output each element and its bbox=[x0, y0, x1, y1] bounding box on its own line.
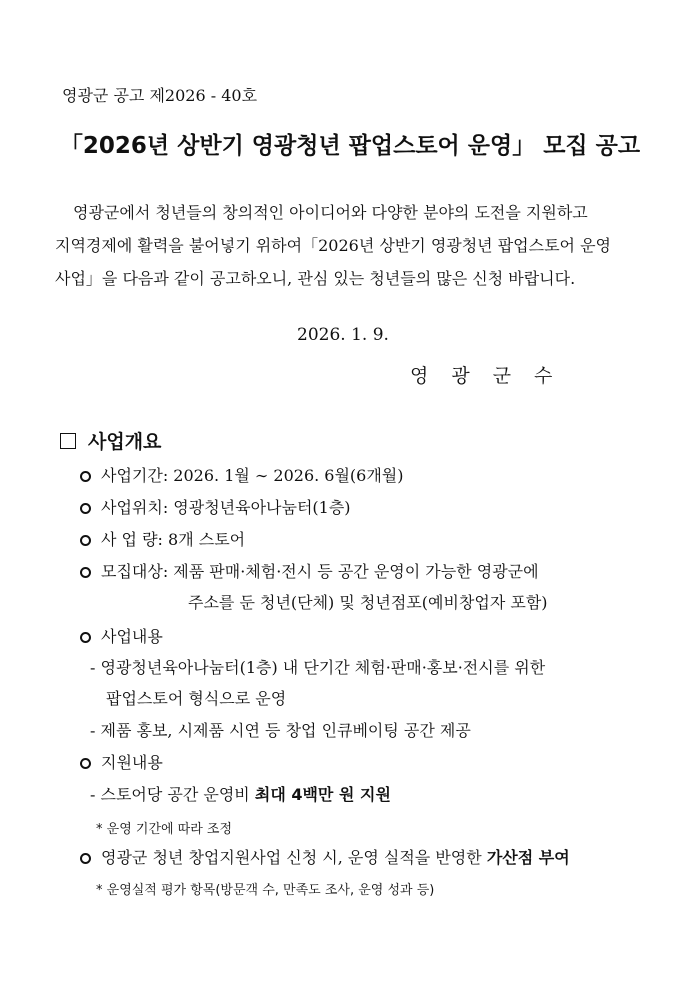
circle-bullet-icon bbox=[80, 758, 91, 769]
item-location-text: 사업위치: 영광청년육아나눔터(1층) bbox=[101, 498, 351, 517]
intro-paragraph bbox=[55, 196, 655, 295]
item-support-label: 지원내용 bbox=[101, 753, 163, 772]
item-bonus-highlight: 가산점 부여 bbox=[486, 848, 570, 867]
item-amount bbox=[80, 527, 245, 550]
bonus-note: * 운영실적 평가 항목(방문객 수, 만족도 조사, 운영 성과 등) bbox=[96, 883, 435, 898]
circle-bullet-icon bbox=[80, 471, 91, 482]
item-bonus-text: 영광군 청년 창업지원사업 신청 시, 운영 실적을 반영한 bbox=[101, 848, 487, 867]
content-detail-2: - 제품 홍보, 시제품 시연 등 창업 인큐베이팅 공간 제공 bbox=[90, 721, 471, 740]
intro-line-1: 영광군에서 청년들의 창의적인 아이디어와 다양한 분야의 도전을 지원하고 bbox=[73, 203, 588, 222]
item-period bbox=[80, 463, 404, 486]
notice-number: 영광군 공고 제2026 - 40호 bbox=[62, 86, 258, 105]
circle-bullet-icon bbox=[80, 632, 91, 643]
item-bonus bbox=[80, 845, 570, 868]
support-note: * 운영 기간에 따라 조정 bbox=[96, 822, 233, 837]
circle-bullet-icon bbox=[80, 853, 91, 864]
intro-line-2: 지역경제에 활력을 불어넣기 위하여「2026년 상반기 영광청년 팝업스토어 운영 bbox=[55, 236, 612, 255]
section-heading bbox=[60, 427, 161, 454]
item-location bbox=[80, 495, 351, 518]
item-target bbox=[80, 559, 539, 582]
signer: 영광군수 bbox=[410, 365, 576, 387]
circle-bullet-icon bbox=[80, 535, 91, 546]
checkbox-square-icon bbox=[60, 433, 76, 449]
notice-date: 2026. 1. 9. bbox=[297, 325, 389, 345]
item-content bbox=[80, 624, 163, 647]
section-title: 사업개요 bbox=[88, 431, 162, 453]
page-title: 「2026년 상반기 영광청년 팝업스토어 운영」 모집 공고 bbox=[59, 133, 641, 159]
item-period-text: 사업기간: 2026. 1월 ∼ 2026. 6월(6개월) bbox=[101, 466, 404, 485]
item-content-label: 사업내용 bbox=[101, 627, 163, 646]
support-detail-highlight: 최대 4백만 원 지원 bbox=[254, 785, 391, 804]
intro-line-3: 사업」을 다음과 같이 공고하오니, 관심 있는 청년들의 많은 신청 바랍니다. bbox=[55, 269, 576, 288]
support-detail bbox=[90, 782, 391, 805]
item-support bbox=[80, 750, 163, 773]
support-detail-text: - 스토어당 공간 운영비 bbox=[90, 785, 255, 804]
content-detail-1: - 영광청년육아나눔터(1층) 내 단기간 체험·판매·홍보·전시를 위한 bbox=[90, 658, 546, 677]
item-amount-text: 사 업 량: 8개 스토어 bbox=[101, 530, 246, 549]
item-target-text: 모집대상: 제품 판매·체험·전시 등 공간 운영이 가능한 영광군에 bbox=[101, 562, 539, 581]
circle-bullet-icon bbox=[80, 567, 91, 578]
circle-bullet-icon bbox=[80, 503, 91, 514]
content-detail-1-continued: 팝업스토어 형식으로 운영 bbox=[106, 689, 287, 708]
item-target-continued: 주소를 둔 청년(단체) 및 청년점포(예비창업자 포함) bbox=[188, 593, 548, 612]
